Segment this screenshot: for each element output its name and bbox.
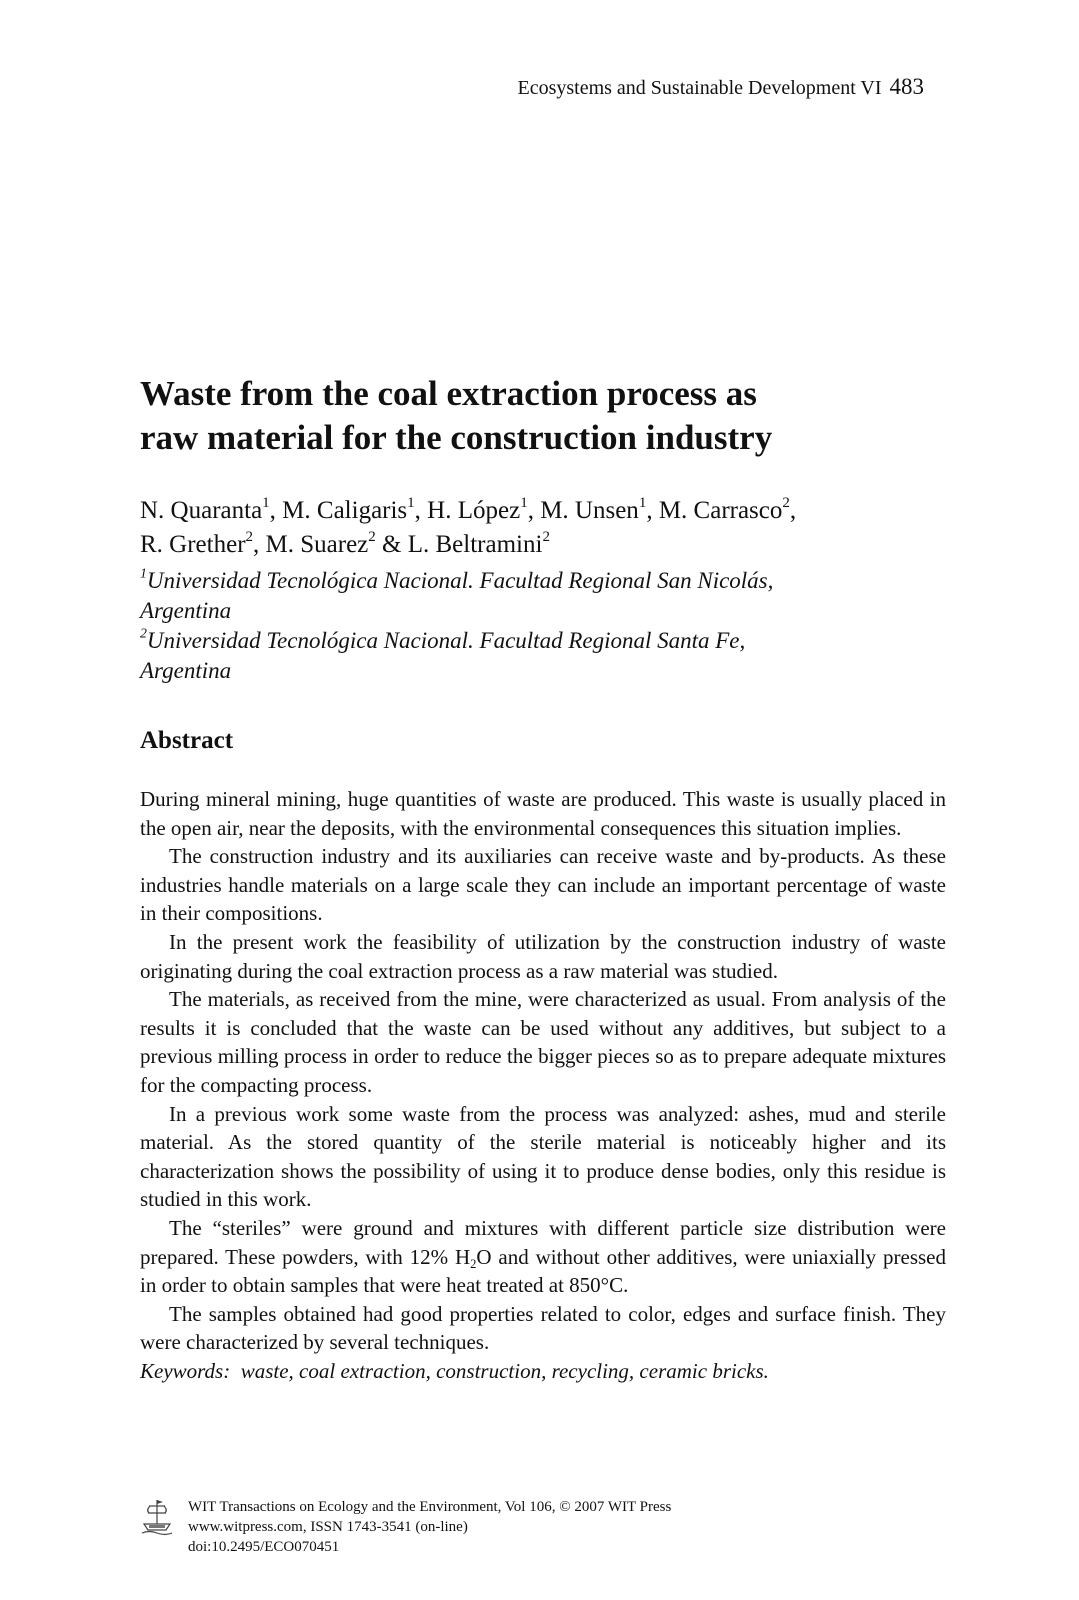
author-name: L. Beltramini [407, 531, 543, 558]
footer [140, 1497, 840, 1569]
author-name: M. Carrasco [658, 497, 783, 524]
author-affiliation-mark: 1 [262, 494, 270, 511]
affiliation-2-country: Argentina [140, 658, 232, 683]
author-name: M. Unsen [540, 497, 639, 524]
abstract-paragraph: The samples obtained had good properties related to color, edges and surface finish. They were characterized by several techniques. [140, 1301, 946, 1355]
author-line-2 [140, 528, 960, 562]
author-affiliation-mark: 2 [782, 494, 790, 511]
paragraph-text: O and without other additives, were uniaxially pressed in order to obtain samples that were heat treated at 850°C. [140, 1244, 946, 1298]
abstract-body [140, 785, 946, 1385]
keywords-line [140, 1357, 946, 1386]
abstract-paragraph: During mineral mining, huge quantities of waste are produced. This waste is usually placed in the open air, near the deposits, with the environmental consequences this situation implies. [140, 787, 946, 840]
affiliation-1 [140, 566, 960, 596]
author-separator: , [253, 531, 266, 558]
author-name: N. Quaranta [140, 497, 263, 524]
author-affiliation-mark: 2 [245, 528, 254, 545]
affiliation-1-country: Argentina [140, 598, 232, 623]
chemical-subscript: 2 [470, 1256, 477, 1271]
abstract-paragraph: The materials, as received from the mine, were characterized as usual. From analysis of the results it is concluded that the waste can be used without any additives, but subject to a previous milling process in order to reduce the bigger pieces so as to prepare adequate mixtures for the compacting process. [140, 987, 946, 1097]
footer-doi: doi:10.2495/ECO070451 [188, 1539, 340, 1555]
affiliation-mark: 1 [140, 565, 147, 581]
running-title: Ecosystems and Sustainable Development VI [517, 77, 882, 99]
title-line-1: Waste from the coal extraction process as [140, 374, 757, 413]
author-name: R. Grether [140, 531, 246, 558]
keywords-label: Keywords: [140, 1358, 231, 1383]
title-line-2: raw material for the construction industry [140, 418, 773, 457]
paper-title [140, 372, 960, 460]
footer-website: www.witpress.com, ISSN 1743-3541 (on-line) [188, 1519, 468, 1535]
affiliation-text: Universidad Tecnológica Nacional. Facultad Regional San Nicolás, [146, 568, 774, 593]
author-name: H. López [427, 497, 521, 524]
abstract-paragraph: In a previous work some waste from the process was analyzed: ashes, mud and sterile material. As the stored quantity of the sterile material is noticeably higher and its characterization shows the possibility of using it to produce dense bodies, only this residue is studied in this work. [140, 1101, 946, 1212]
author-name: M. Caligaris [282, 497, 408, 524]
abstract-heading: Abstract [140, 727, 234, 754]
wit-press-ship-logo-icon [140, 1497, 174, 1537]
affiliation-2 [140, 626, 960, 656]
author-separator: , [269, 497, 283, 524]
footer-text [188, 1497, 671, 1557]
author-affiliation-mark: 1 [638, 494, 647, 511]
running-header [517, 74, 924, 101]
page-number: 483 [889, 74, 924, 99]
abstract-paragraph [140, 1214, 946, 1300]
author-list [140, 494, 960, 562]
author-separator: , [789, 497, 797, 524]
author-name: M. Suarez [265, 531, 369, 558]
author-affiliation-mark: 1 [407, 494, 415, 511]
author-separator: & [375, 531, 408, 558]
author-affiliation-mark: 2 [368, 528, 376, 545]
author-affiliation-mark: 2 [542, 528, 550, 545]
abstract-paragraph: The construction industry and its auxiliaries can receive waste and by-products. As these industries handle materials on a large scale they can include an important percentage of waste in their compositions. [140, 844, 946, 926]
author-separator: , [646, 497, 659, 524]
abstract-paragraph: In the present work the feasibility of utilization by the construction industry of waste originating during the coal extraction process as a raw material was studied. [140, 929, 946, 983]
author-affiliation-mark: 1 [520, 494, 528, 511]
affiliation-mark: 2 [140, 625, 147, 641]
paragraph-text: The “steriles” were ground and mixtures with different particle size distribution were prepared. These powders, with 12% H [140, 1215, 946, 1269]
author-line-1 [140, 494, 960, 528]
keywords-text: waste, coal extraction, construction, recycling, ceramic bricks. [240, 1358, 769, 1383]
footer-publication: WIT Transactions on Ecology and the Environment, Vol 106, © 2007 WIT Press [188, 1499, 672, 1515]
affiliation-text: Universidad Tecnológica Nacional. Facultad Regional Santa Fe, [146, 628, 746, 653]
author-separator: , [527, 497, 541, 524]
affiliation-list [140, 566, 960, 686]
author-separator: , [414, 497, 428, 524]
